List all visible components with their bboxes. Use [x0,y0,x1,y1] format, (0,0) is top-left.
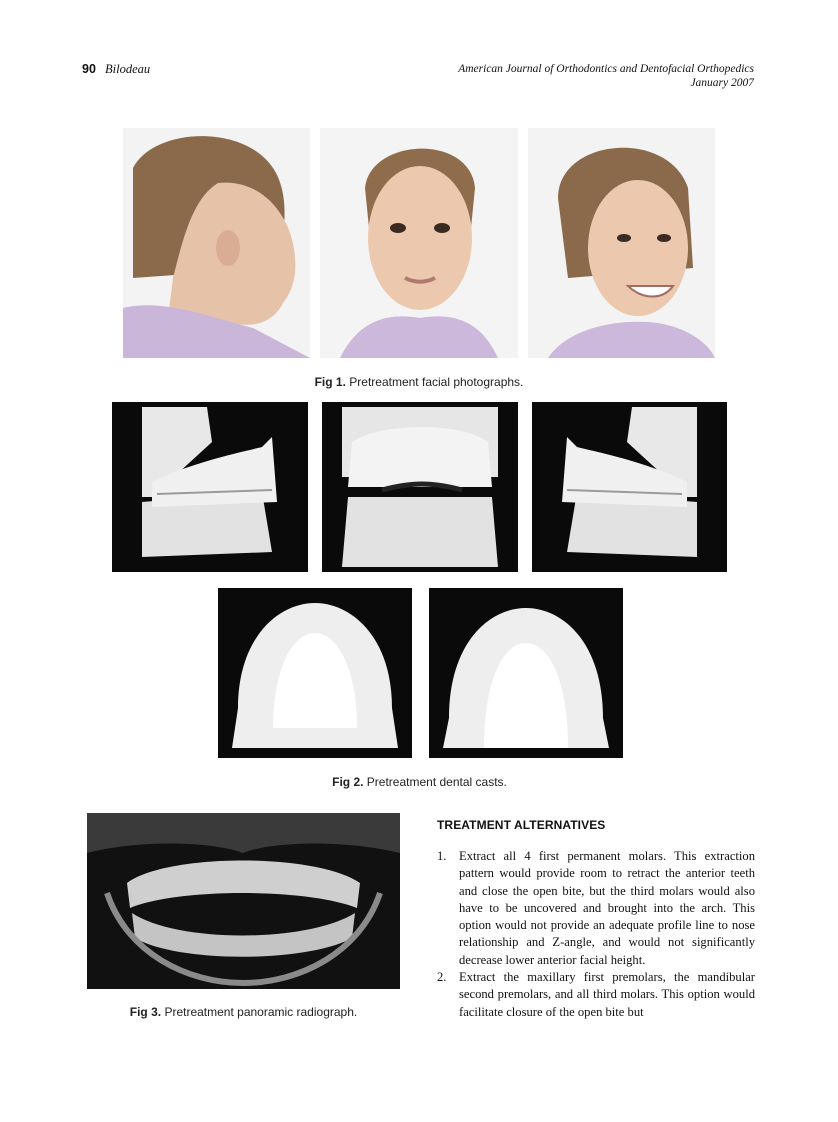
fig3-caption [87,1005,400,1019]
fig2-text: Pretreatment dental casts. [366,775,507,789]
dental-cast-right-lateral [112,402,308,572]
issue-date: January 2007 [690,77,754,89]
dental-cast-left-lateral [532,402,727,572]
list-item [437,848,755,969]
fig3-label: Fig 3. [129,1005,162,1019]
list-item-number: 1. [437,849,447,863]
running-author: Bilodeau [105,62,151,76]
dental-cast-frontal [322,402,518,572]
fig3-text: Pretreatment panoramic radiograph. [164,1005,358,1019]
facial-photo-frontal [320,128,518,358]
dental-cast-mandibular-occlusal [429,588,623,758]
list-item [437,969,755,1021]
list-item-text: Extract the maxillary first premolars, the mandibular second premolars, and all third molars. This option would facilitate closure of the open bite but [459,970,755,1019]
fig2-label: Fig 2. [332,775,364,789]
fig1-label: Fig 1. [314,375,346,389]
journal-title: American Journal of Orthodontics and Dentofacial Orthopedics [458,63,754,75]
fig2-caption [112,775,727,789]
treatment-alternatives-list [437,848,755,1021]
fig1-text: Pretreatment facial photographs. [349,375,524,389]
section-heading: TREATMENT ALTERNATIVES [437,818,606,832]
page-number: 90 [82,62,96,76]
panoramic-radiograph [87,813,400,989]
facial-photo-smiling [528,128,715,358]
facial-photo-profile [123,128,310,358]
fig1-caption [123,375,715,389]
running-header-left [82,62,150,77]
dental-cast-maxillary-occlusal [218,588,412,758]
list-item-number: 2. [437,970,447,985]
list-item-text: Extract all 4 first permanent molars. This extraction pattern would provide room to retract the anterior teeth and close the open bite, but the third molars would also have to be uncovered and brought into the arch. This option would not provide an adequate profile line to nose relationship and Z-angle, and would not significantly decrease lower anterior facial height. [459,849,755,967]
running-header-right [458,62,754,90]
